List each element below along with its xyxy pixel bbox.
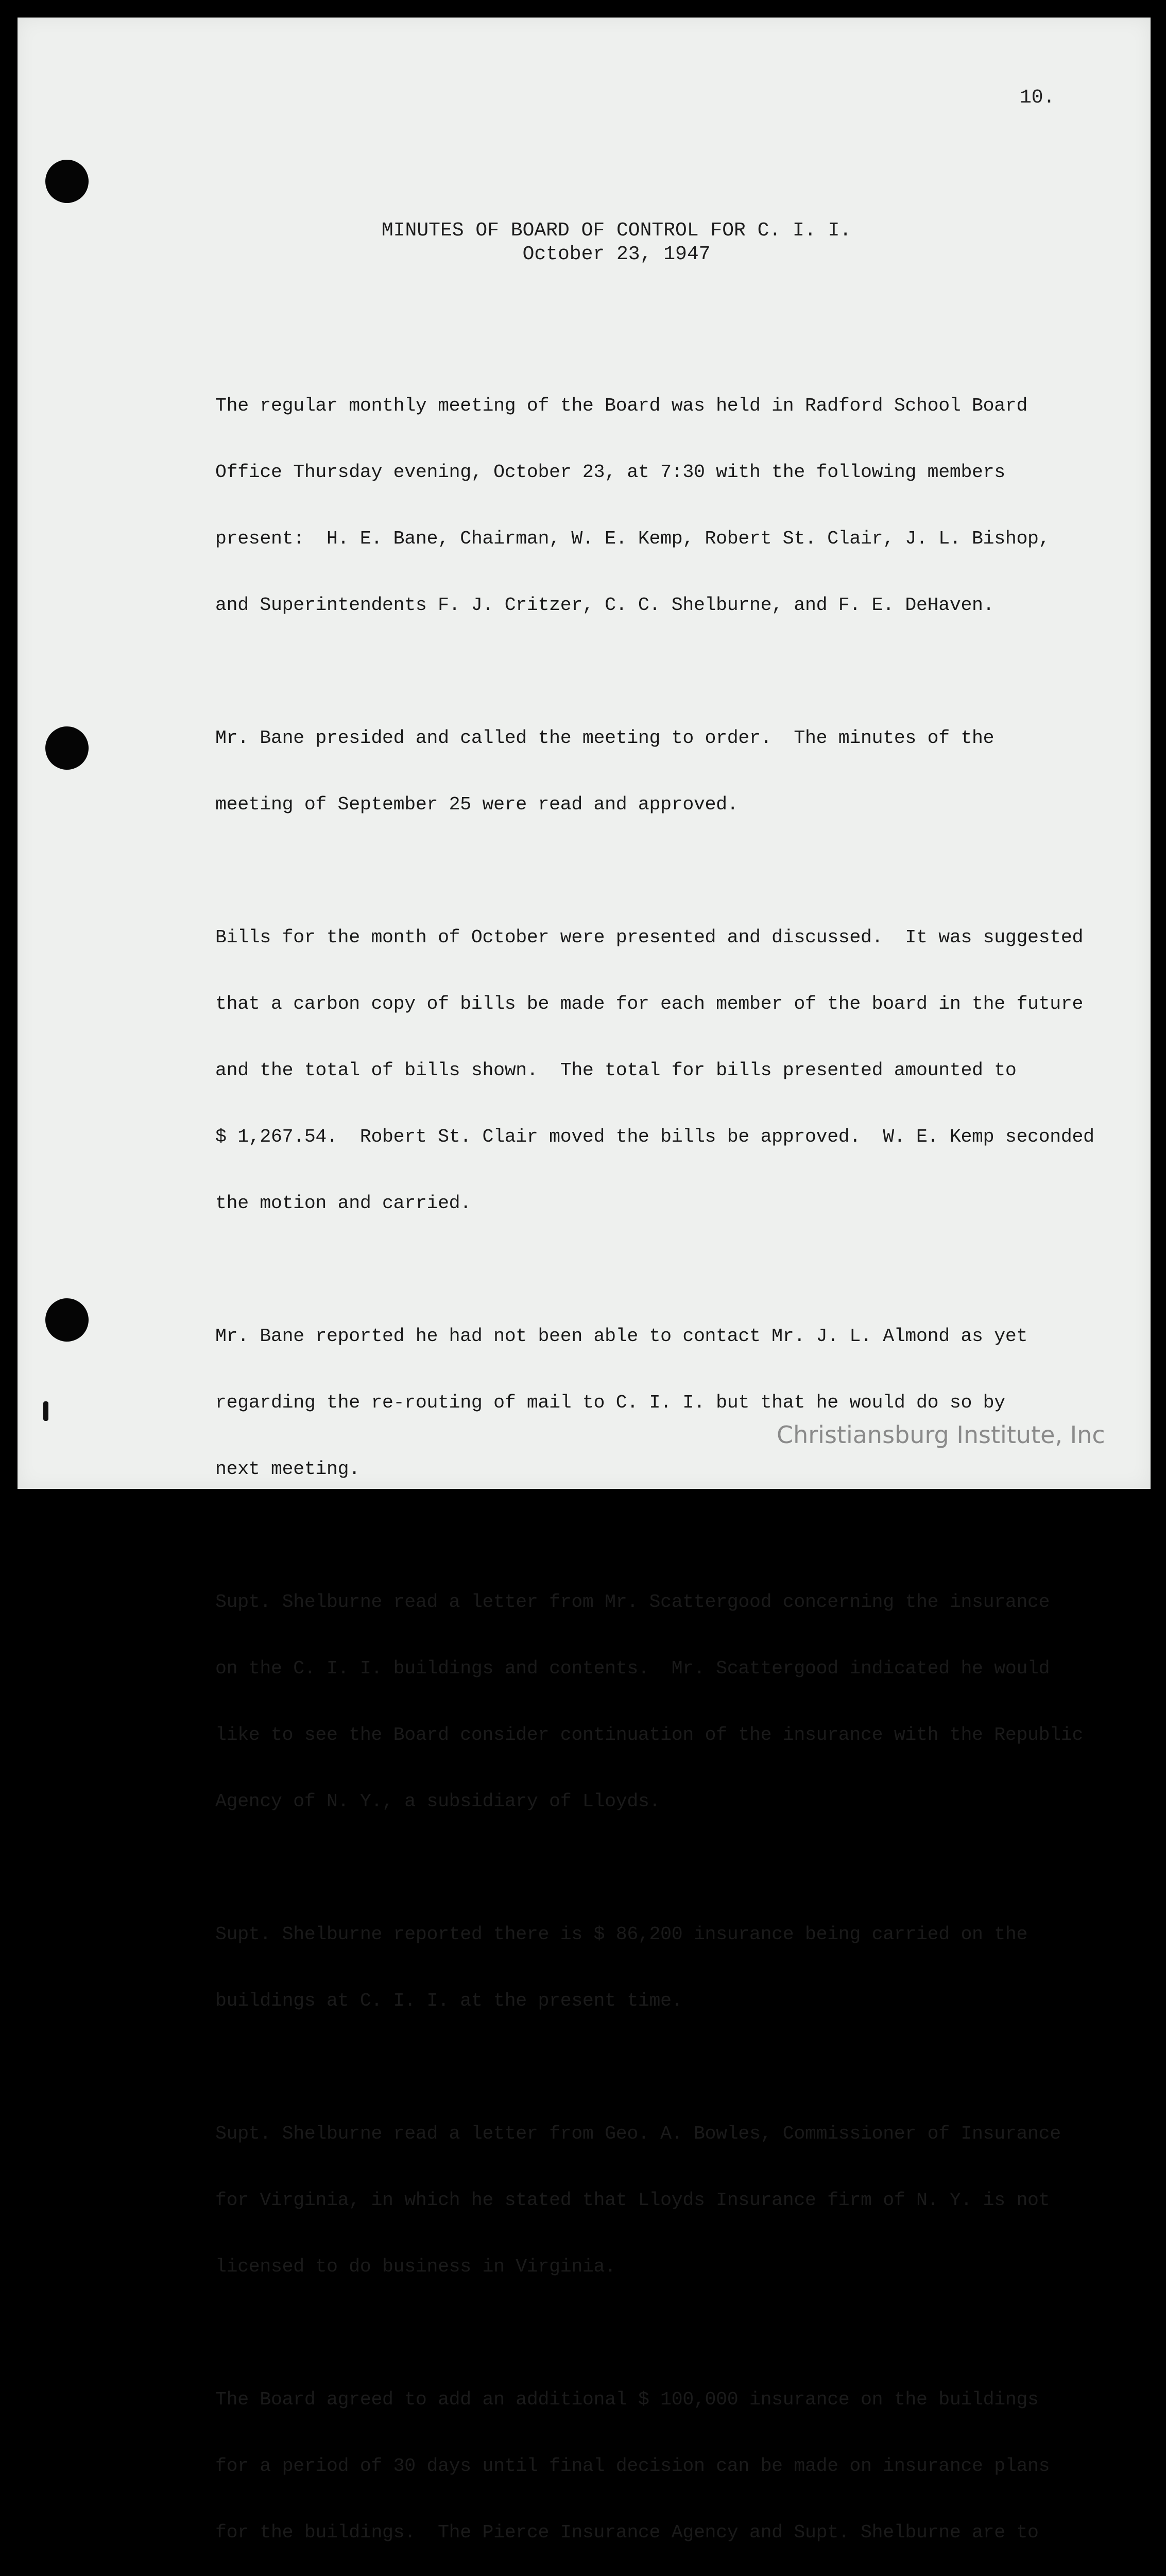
text-line: Supt. Shelburne read a letter from Geo. A. Bowles, Commissioner of Insurance (215, 2123, 1061, 2144)
text-line: The regular monthly meeting of the Board was held in Radford School Board (215, 395, 1028, 416)
text-line: like to see the Board consider continuation of the insurance with the Republic (215, 1724, 1084, 1745)
punch-hole-bottom (45, 1298, 89, 1342)
text-line: on the C. I. I. buildings and contents. Mr. Scattergood indicated he would (215, 1658, 1050, 1679)
paragraph-insurance-letter (215, 1547, 1101, 1857)
paragraph-commissioner-letter (215, 2078, 1101, 2322)
page-title: MINUTES OF BOARD OF CONTROL FOR C. I. I. (381, 219, 852, 242)
text-line: that a carbon copy of bills be made for each member of the board in the future (215, 993, 1084, 1014)
text-line: Bills for the month of October were presented and discussed. It was suggested (215, 927, 1084, 948)
text-line: Agency of N. Y., a subsidiary of Lloyds. (215, 1791, 661, 1812)
paragraph-call-to-order (215, 683, 1101, 860)
text-line: the motion and carried. (215, 1193, 471, 1214)
text-line: Office Thursday evening, October 23, at 7:30 with the following members (215, 462, 1005, 483)
paragraph-mail-routing (215, 1281, 1101, 1524)
edge-mark (43, 1401, 48, 1421)
text-line: and the total of bills shown. The total for bills presented amounted to (215, 1060, 1017, 1081)
text-line: Supt. Shelburne reported there is $ 86,200 insurance being carried on the (215, 1924, 1028, 1945)
paragraph-insurance-amount (215, 1879, 1101, 2056)
text-line: and Superintendents F. J. Critzer, C. C. Shelburne, and F. E. DeHaven. (215, 595, 994, 616)
text-line: meeting of September 25 were read and approved. (215, 794, 739, 815)
document-heading (0, 219, 1166, 266)
paragraph-bills (215, 882, 1101, 1259)
meeting-date: October 23, 1947 (522, 243, 711, 265)
text-line: next meeting. (215, 1459, 360, 1480)
watermark: Christiansburg Institute, Inc (777, 1421, 1105, 1449)
text-line: regarding the re-routing of mail to C. I. I. but that he would do so by (215, 1392, 1005, 1413)
text-line: Supt. Shelburne read a letter from Mr. Scattergood concerning the insurance (215, 1591, 1050, 1613)
text-line: for Virginia, in which he stated that Lloyds Insurance firm of N. Y. is not (215, 2190, 1050, 2211)
paragraph-additional-insurance (215, 2344, 1101, 2576)
text-line: Mr. Bane presided and called the meeting to order. The minutes of the (215, 727, 994, 749)
text-line: licensed to do business in Virginia. (215, 2256, 616, 2277)
punch-hole-top (45, 160, 89, 203)
text-line: for a period of 30 days until final decision can be made on insurance plans (215, 2455, 1050, 2477)
text-line: present: H. E. Bane, Chairman, W. E. Kemp, Robert St. Clair, J. L. Bishop, (215, 528, 1050, 549)
text-line: The Board agreed to add an additional $ 100,000 insurance on the buildings (215, 2389, 1039, 2410)
text-line: for the buildings. The Pierce Insurance Agency and Supt. Shelburne are to (215, 2522, 1039, 2543)
minutes-body (215, 350, 1101, 2576)
page-number: 10. (1020, 87, 1055, 109)
text-line: $ 1,267.54. Robert St. Clair moved the bills be approved. W. E. Kemp seconded (215, 1126, 1094, 1147)
text-line: buildings at C. I. I. at the present time. (215, 1990, 683, 2011)
text-line: Mr. Bane reported he had not been able to contact Mr. J. L. Almond as yet (215, 1326, 1028, 1347)
punch-hole-middle (45, 726, 89, 770)
paragraph-attendance (215, 350, 1101, 660)
